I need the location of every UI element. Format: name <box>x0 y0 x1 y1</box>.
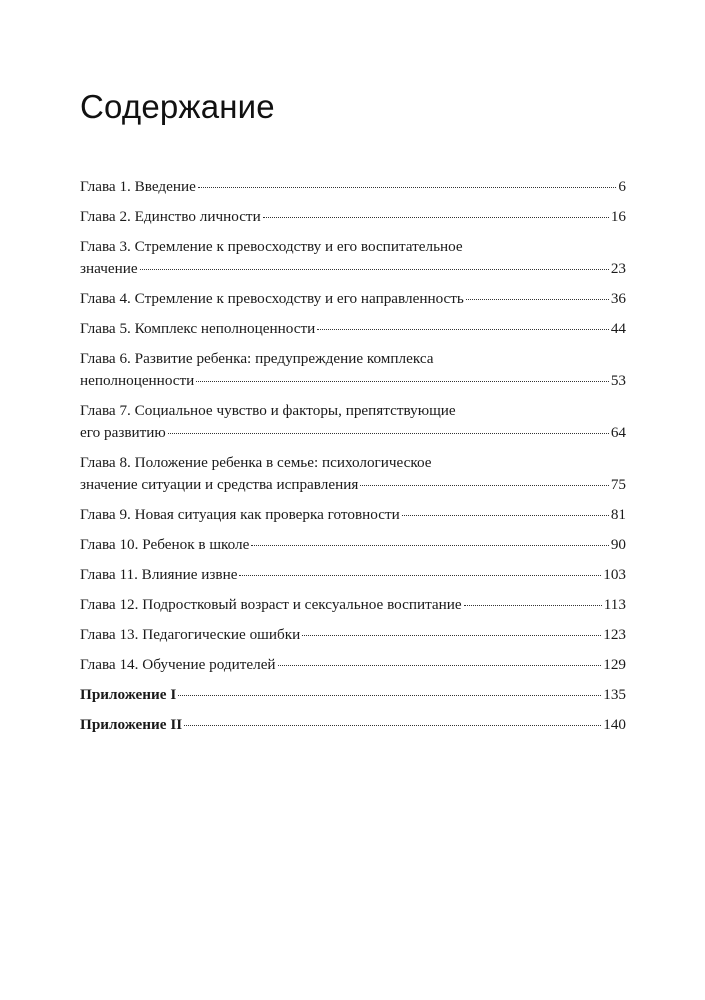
toc-entry-title: значение <box>80 260 138 277</box>
toc-entry <box>80 206 626 228</box>
toc-page-number: 135 <box>603 686 626 703</box>
toc-entry <box>80 684 626 706</box>
toc-entry-title: Глава 2. Единство личности <box>80 208 261 225</box>
toc-entry-title: Глава 13. Педагогические ошибки <box>80 626 301 643</box>
toc-leader-dots <box>466 299 609 300</box>
toc-page-number: 81 <box>610 506 626 523</box>
toc-entry <box>80 564 626 586</box>
toc-page-number: 16 <box>610 208 626 225</box>
toc-entry-title: Глава 5. Комплекс неполноценности <box>80 320 316 337</box>
toc-entry-title: его развитию <box>80 424 166 441</box>
toc-entry <box>80 400 626 444</box>
toc-entry <box>80 452 626 496</box>
toc-page-number: 123 <box>603 626 626 643</box>
toc-page-number: 113 <box>603 596 626 613</box>
toc-leader-dots <box>317 329 609 330</box>
toc-page-number: 6 <box>618 178 626 195</box>
toc-entry <box>80 654 626 676</box>
toc-leader-dots <box>239 575 601 576</box>
toc-entry-title: Глава 11. Влияние извне <box>80 566 238 583</box>
toc-entry-title: Приложение II <box>80 716 183 733</box>
toc-page-number: 103 <box>603 566 626 583</box>
toc-entry-title: неполноценности <box>80 372 195 389</box>
toc-leader-dots <box>168 433 609 434</box>
toc-entry <box>80 318 626 340</box>
toc-leader-dots <box>178 695 601 696</box>
toc-entry <box>80 594 626 616</box>
toc-leader-dots <box>402 515 609 516</box>
toc-entry-title: Глава 10. Ребенок в школе <box>80 536 250 553</box>
toc-page-number: 44 <box>610 320 626 337</box>
toc-entry <box>80 504 626 526</box>
toc-page-number: 64 <box>610 424 626 441</box>
toc-entry <box>80 534 626 556</box>
page-title: Содержание <box>80 88 275 125</box>
toc-leader-dots <box>278 665 602 666</box>
toc-entry <box>80 714 626 736</box>
toc-entry <box>80 236 626 280</box>
toc-entry <box>80 624 626 646</box>
toc-entry-title-line1: Глава 8. Положение ребенка в семье: психологическое <box>80 454 432 471</box>
toc-leader-dots <box>251 545 608 546</box>
toc-entry-title: Глава 4. Стремление к превосходству и его направленность <box>80 290 464 307</box>
toc-page-number: 90 <box>610 536 626 553</box>
toc-entry-title: Приложение I <box>80 686 177 703</box>
toc-leader-dots <box>196 381 609 382</box>
toc-entry <box>80 176 626 198</box>
toc-entry <box>80 348 626 392</box>
toc-entry-title: Глава 1. Введение <box>80 178 196 195</box>
toc-entry-title: Глава 9. Новая ситуация как проверка готовности <box>80 506 400 523</box>
toc-leader-dots <box>464 605 602 606</box>
toc-leader-dots <box>140 269 609 270</box>
toc-leader-dots <box>360 485 608 486</box>
toc-page-number: 75 <box>610 476 626 493</box>
toc-page-number: 129 <box>603 656 626 673</box>
toc-entry-title: Глава 12. Подростковый возраст и сексуальное воспитание <box>80 596 462 613</box>
table-of-contents <box>80 176 626 744</box>
toc-leader-dots <box>302 635 601 636</box>
toc-entry-title-line1: Глава 6. Развитие ребенка: предупреждение комплекса <box>80 350 434 367</box>
toc-entry-title: Глава 14. Обучение родителей <box>80 656 276 673</box>
toc-leader-dots <box>184 725 601 726</box>
toc-page-number: 140 <box>603 716 626 733</box>
toc-page-number: 23 <box>610 260 626 277</box>
toc-entry-title: значение ситуации и средства исправления <box>80 476 359 493</box>
toc-leader-dots <box>198 187 617 188</box>
toc-page-number: 36 <box>610 290 626 307</box>
toc-leader-dots <box>263 217 609 218</box>
toc-entry <box>80 288 626 310</box>
toc-entry-title-line1: Глава 3. Стремление к превосходству и его воспитательное <box>80 238 463 255</box>
toc-page-number: 53 <box>610 372 626 389</box>
toc-entry-title-line1: Глава 7. Социальное чувство и факторы, препятствующие <box>80 402 456 419</box>
